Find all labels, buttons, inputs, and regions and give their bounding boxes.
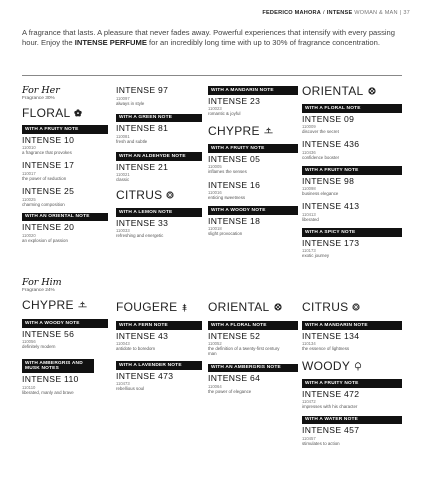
- note-bar: WITH AN ORIENTAL NOTE: [22, 213, 108, 222]
- audience-label: WOMAN & MAN: [354, 10, 398, 16]
- family-label: FOUGERE: [116, 300, 178, 314]
- product-name: INTENSE 173: [302, 237, 360, 248]
- intro-paragraph: [22, 28, 402, 47]
- product-item: [208, 155, 298, 175]
- floral-flower-icon: [74, 109, 82, 117]
- product-name: INTENSE 472: [302, 388, 360, 399]
- family-label: CITRUS: [302, 300, 349, 314]
- product-item: [22, 136, 108, 156]
- product-name: INTENSE 134: [302, 330, 360, 341]
- intro-text: for an incredibly long time with up to 30% of fragrance concentration.: [146, 37, 380, 47]
- product-item: [208, 97, 298, 117]
- product-name: INTENSE 17: [22, 160, 75, 171]
- fougere-fern-icon: [181, 303, 188, 312]
- note-bar: WITH A FRUITY NOTE: [302, 166, 402, 175]
- product-code: 110436: [302, 149, 316, 155]
- product-desc: definitely modern: [22, 344, 56, 350]
- product-name: INTENSE 97: [116, 85, 169, 95]
- product-name: INTENSE 33: [116, 217, 169, 228]
- note-bar: WITH A FLORAL NOTE: [208, 321, 298, 330]
- family-label: FLORAL: [22, 106, 71, 120]
- product-item: [116, 372, 202, 392]
- product-code: 110098: [302, 186, 316, 192]
- product-name: INTENSE 16: [208, 179, 261, 190]
- product-item: [302, 115, 402, 135]
- product-code: 110016: [208, 190, 222, 196]
- note-bar: WITH A LAVENDER NOTE: [116, 361, 202, 370]
- product-code: 110134: [302, 341, 316, 347]
- note-bar: WITH A LEMON NOTE: [116, 208, 202, 217]
- product-name: INTENSE 413: [302, 201, 360, 212]
- product-item: [116, 219, 202, 239]
- header-separator: /: [323, 10, 325, 16]
- citrus-slice-icon: [352, 303, 360, 311]
- family-heading: [302, 359, 402, 373]
- product-code: 110010: [22, 145, 36, 151]
- product-desc: the essence of lightness: [302, 346, 350, 352]
- product-desc: a fragrance that provokes: [22, 150, 72, 156]
- family-heading: [22, 298, 108, 312]
- product-desc: the definition of a twenty-first century man: [208, 346, 280, 357]
- note-bar: WITH A FLORAL NOTE: [302, 104, 402, 113]
- section-title: For Him: [22, 277, 62, 288]
- product-code: 110020: [22, 232, 36, 238]
- her-column-2: [116, 86, 202, 239]
- oriental-flower-icon: [368, 87, 376, 95]
- him-column-citrus: [302, 300, 402, 446]
- product-item: [302, 239, 402, 259]
- product-desc: charming composition: [22, 201, 65, 207]
- product-desc: antidote to boredom: [116, 346, 156, 352]
- product-desc: the power of seduction: [22, 175, 67, 181]
- note-bar: WITH AN AMBERGRIS NOTE: [208, 364, 298, 373]
- note-bar: WITH A FRUITY NOTE: [302, 379, 402, 388]
- intro-highlight: INTENSE PERFUME: [74, 37, 147, 47]
- product-desc: inflames the senses: [208, 169, 247, 175]
- note-bar: WITH A SPICY NOTE: [302, 228, 402, 237]
- woody-tree-icon: [354, 362, 362, 371]
- product-item: [208, 374, 298, 394]
- him-column-chypre: [22, 278, 108, 395]
- note-bar: WITH A WATER NOTE: [302, 416, 402, 425]
- product-name: INTENSE 98: [302, 175, 355, 186]
- product-desc: liberated: [302, 216, 319, 222]
- product-name: INTENSE 473: [116, 370, 174, 381]
- product-desc: business elegance: [302, 191, 339, 197]
- product-code: 110081: [116, 133, 130, 139]
- family-heading: [116, 188, 202, 202]
- citrus-slice-icon: [166, 191, 174, 199]
- product-code: 110110: [22, 384, 36, 390]
- family-heading: [302, 84, 402, 98]
- product-code: 110005: [208, 164, 222, 170]
- oriental-flower-icon: [274, 303, 282, 311]
- product-desc: classic: [116, 177, 130, 183]
- product-item: [116, 163, 202, 183]
- product-code: 110472: [302, 399, 316, 405]
- product-code: 110018: [208, 226, 222, 232]
- family-heading: [208, 124, 298, 138]
- product-desc: liberated, manly and brave: [22, 389, 74, 395]
- product-item: [302, 177, 402, 197]
- note-bar: WITH A WOODY NOTE: [22, 319, 108, 328]
- product-item: [302, 202, 402, 222]
- page-number: 37: [403, 10, 410, 16]
- product-item: [22, 330, 108, 350]
- product-name: INTENSE 436: [302, 139, 360, 150]
- product-name: INTENSE 81: [116, 123, 169, 134]
- product-code: 110052: [208, 341, 222, 347]
- product-desc: refreshing and energetic: [116, 233, 164, 239]
- product-desc: stimulates to action: [302, 440, 340, 446]
- product-item: [302, 390, 402, 410]
- product-item: [22, 375, 108, 395]
- product-name: INTENSE 25: [22, 186, 75, 196]
- family-label: ORIENTAL: [208, 300, 270, 314]
- section-subtitle: Fragrance 24%: [22, 288, 55, 293]
- product-desc: enticing sweetness: [208, 195, 246, 201]
- product-code: 110033: [116, 228, 130, 234]
- product-item: [116, 124, 202, 144]
- note-bar: WITH AN ALDEHYDE NOTE: [116, 152, 202, 161]
- brand-name: FEDERICO MAHORA: [262, 10, 321, 16]
- page-header: [262, 10, 410, 16]
- family-label: CITRUS: [116, 188, 163, 203]
- product-item: [302, 140, 402, 160]
- product-item: [302, 332, 402, 352]
- product-name: INTENSE 20: [22, 222, 75, 233]
- her-column-oriental: [302, 84, 402, 258]
- product-name: INTENSE 52: [208, 330, 261, 341]
- product-name: INTENSE 64: [208, 373, 261, 384]
- divider: [22, 75, 402, 76]
- product-code: 110056: [22, 339, 36, 345]
- product-item: [208, 217, 298, 237]
- product-name: INTENSE 05: [208, 153, 261, 164]
- section-name: INTENSE: [326, 10, 353, 16]
- product-desc: rebellious soul: [116, 386, 145, 392]
- product-code: 110473: [116, 381, 130, 387]
- him-column-oriental: [208, 300, 298, 394]
- product-code: 110064: [208, 383, 222, 389]
- product-name: INTENSE 56: [22, 328, 75, 339]
- product-desc: the power of elegance: [208, 388, 252, 394]
- product-code: 110097: [116, 95, 130, 101]
- family-heading: [302, 300, 402, 314]
- product-desc: exotic journey: [302, 253, 330, 259]
- product-item: [208, 332, 298, 357]
- her-column-floral: [22, 86, 108, 243]
- product-item: [302, 426, 402, 446]
- chypre-leaf-icon: [264, 127, 273, 135]
- product-item: [22, 187, 108, 207]
- product-name: INTENSE 21: [116, 161, 169, 172]
- product-desc: discover the secret: [302, 129, 339, 135]
- product-name: INTENSE 457: [302, 425, 360, 436]
- product-name: INTENSE 23: [208, 95, 261, 106]
- product-item: [116, 332, 202, 352]
- product-desc: impresses with his character: [302, 404, 358, 410]
- product-desc: an explosion of passion: [22, 237, 68, 243]
- family-heading: [208, 300, 298, 314]
- product-code: 110043: [116, 341, 130, 347]
- family-label: CHYPRE: [22, 298, 74, 312]
- product-name: INTENSE 110: [22, 374, 79, 385]
- product-desc: romantic & joyful: [208, 111, 241, 117]
- product-name: INTENSE 43: [116, 330, 169, 341]
- note-bar: WITH A FERN NOTE: [116, 321, 202, 330]
- product-item: [22, 223, 108, 243]
- product-desc: fresh and subtle: [116, 138, 148, 144]
- family-label: WOODY: [302, 359, 351, 374]
- product-desc: always in style: [116, 100, 145, 106]
- product-item: [208, 181, 298, 201]
- product-code: 110021: [116, 172, 130, 178]
- section-subtitle: Fragrance 30%: [22, 96, 55, 101]
- note-bar: WITH A MANDARIN NOTE: [208, 86, 298, 95]
- product-code: 110017: [22, 170, 36, 176]
- product-code: 110173: [302, 248, 316, 254]
- intro-text: A fragrance that lasts. A pleasure that never fades away. Powerful experiences that intensify with every passing hour. Enjoy the: [22, 28, 396, 47]
- product-desc: slight provocation: [208, 231, 243, 237]
- product-name: INTENSE 09: [302, 113, 355, 124]
- note-bar: WITH A GREEN NOTE: [116, 114, 202, 123]
- product-name: INTENSE 18: [208, 215, 261, 226]
- product-code: 110023: [208, 106, 222, 112]
- product-name: INTENSE 10: [22, 134, 75, 145]
- family-label: CHYPRE: [208, 124, 260, 139]
- product-item: [116, 86, 202, 106]
- note-bar: WITH AMBERGRIS AND MUSK NOTES: [22, 359, 94, 373]
- product-code: 110413: [302, 211, 316, 217]
- family-heading: [22, 106, 108, 120]
- note-bar: WITH A FRUITY NOTE: [208, 144, 298, 153]
- family-label: ORIENTAL: [302, 84, 364, 98]
- product-code: 110457: [302, 435, 316, 441]
- note-bar: WITH A WOODY NOTE: [208, 206, 298, 215]
- family-heading: [116, 300, 202, 314]
- product-item: [22, 161, 108, 181]
- product-desc: confidence booster: [302, 154, 340, 160]
- her-column-3: [208, 86, 298, 237]
- section-title: For Her: [22, 85, 60, 96]
- product-code: 110009: [302, 124, 316, 130]
- header-separator: |: [399, 10, 402, 16]
- him-column-fougere: [116, 300, 202, 392]
- product-code: 110025: [22, 196, 36, 202]
- note-bar: WITH A FRUITY NOTE: [22, 125, 108, 134]
- chypre-leaf-icon: [78, 301, 87, 309]
- note-bar: WITH A MANDARIN NOTE: [302, 321, 402, 330]
